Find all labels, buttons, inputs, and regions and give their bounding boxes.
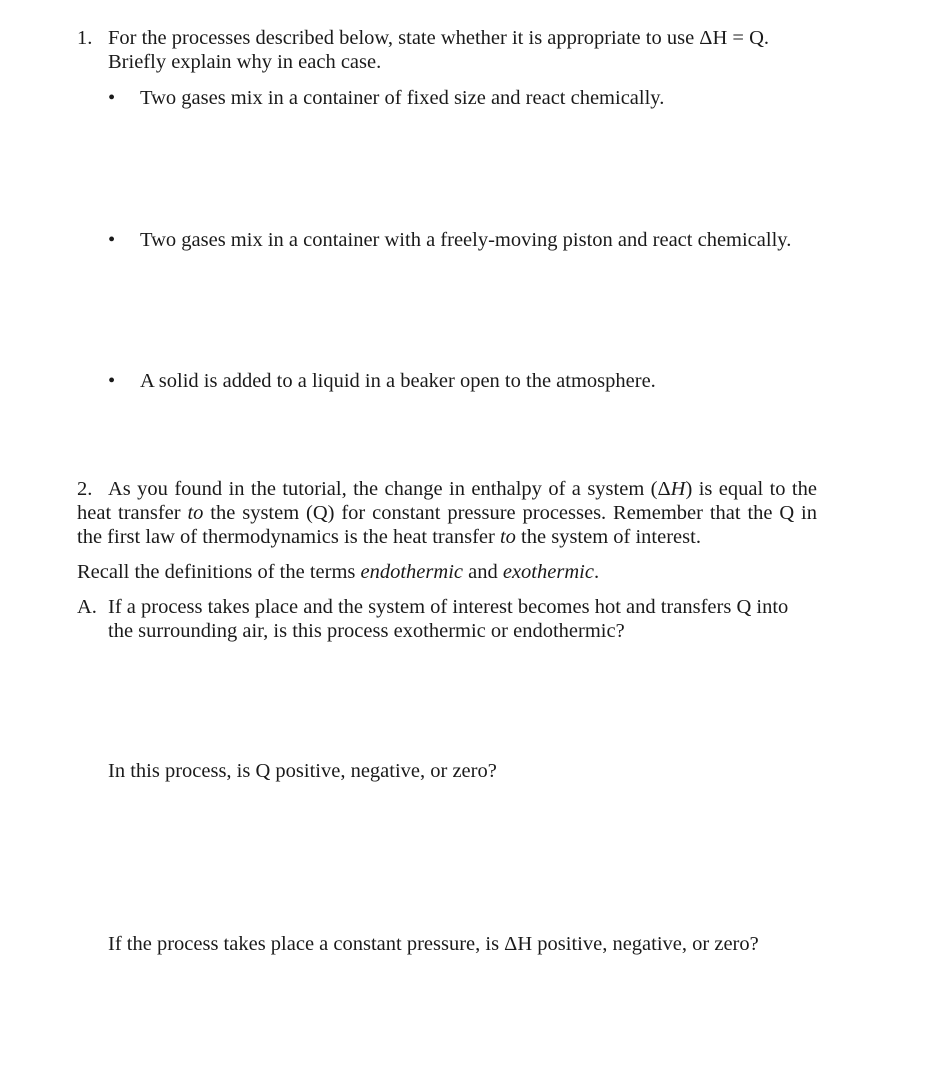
- question-2-emphasis-to-2: to: [499, 526, 516, 548]
- bullet-icon: •: [108, 229, 116, 251]
- recall-text: Recall the definitions of the terms: [77, 561, 361, 583]
- question-1-number: 1.: [77, 27, 93, 49]
- question-2-intro: [77, 477, 817, 549]
- term-exothermic: exothermic: [502, 561, 594, 583]
- bullet-icon: •: [108, 87, 116, 109]
- question-1-prompt-line-1: For the processes described below, state whether it is appropriate to use ΔH = Q.: [108, 27, 770, 49]
- bullet-text-3: A solid is added to a liquid in a beaker open to the atmosphere.: [140, 370, 656, 392]
- question-2-enthalpy-symbol: H: [670, 478, 686, 500]
- question-2-emphasis-to-1: to: [187, 502, 204, 524]
- part-a-label: A.: [77, 596, 97, 618]
- question-2-intro-part-c: the system (Q) for constant pressure processes. Remember that the Q in the first law of thermodynamics is the heat transfer: [77, 502, 817, 548]
- recall-definitions: [77, 560, 599, 584]
- question-2-number: 2.: [77, 478, 93, 500]
- question-1-prompt-line-2: Briefly explain why in each case.: [108, 51, 382, 73]
- question-1-prompt: [108, 26, 836, 74]
- part-a-followup-enthalpy-sign: If the process takes place a constant pressure, is ΔH positive, negative, or zero?: [108, 933, 759, 955]
- term-endothermic: endothermic: [360, 561, 463, 583]
- recall-and: and: [463, 561, 503, 583]
- bullet-text-1: Two gases mix in a container of fixed size and react chemically.: [140, 87, 665, 109]
- question-2-intro-part-a: As you found in the tutorial, the change in enthalpy of a system (Δ: [108, 478, 671, 500]
- question-2-intro-part-d: the system of interest.: [515, 526, 701, 548]
- bullet-icon: •: [108, 370, 116, 392]
- part-a-followup-q-sign: In this process, is Q positive, negative, or zero?: [108, 760, 497, 782]
- part-a-question: If a process takes place and the system of interest becomes hot and transfers Q into the surrounding air, is this process exothermic or endothermic?: [108, 596, 789, 642]
- question-2-intro-part-b: ) is equal to the heat transfer: [77, 478, 817, 524]
- recall-period: .: [593, 561, 600, 583]
- bullet-text-2: Two gases mix in a container with a freely-moving piston and react chemically.: [140, 229, 792, 251]
